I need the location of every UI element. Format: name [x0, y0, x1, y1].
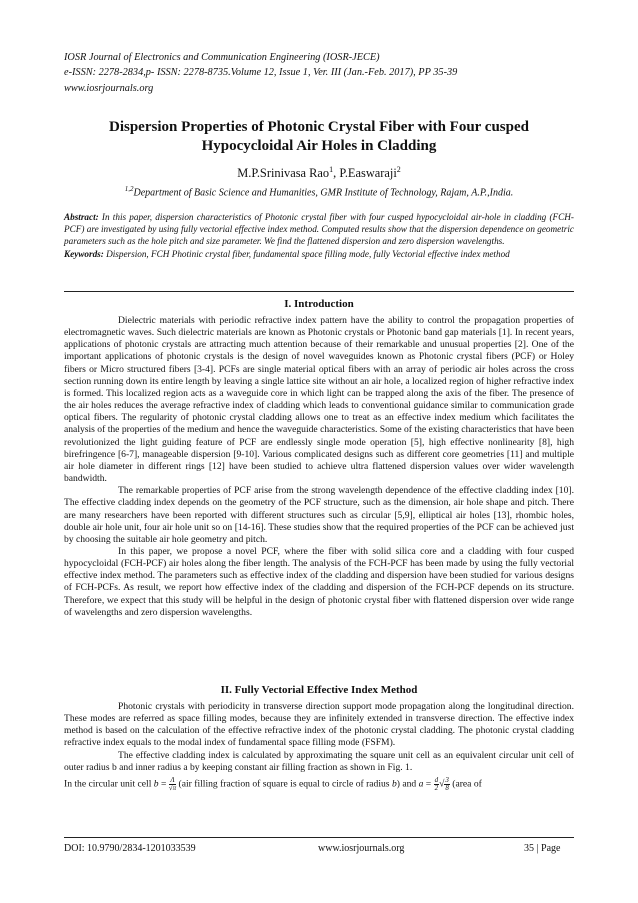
author-separator: ,: [333, 166, 340, 181]
abstract-divider: [64, 291, 574, 292]
keywords-label: Keywords:: [64, 248, 104, 259]
footer-page-number: 35 | Page: [524, 843, 561, 854]
eq-var-b: b: [391, 778, 397, 790]
abstract-text: In this paper, dispersion characteristics of Photonic crystal fiber with four cusped hypocycloidal air-hole in cladding (FCH-PCF) are investigated by using fully vectorial effective index method. Computed results show that the dispersion dependence on geometric parameters such as the hole pitch and size parameter. We find the flattened dispersion and zero dispersion wavelengths.: [64, 212, 574, 247]
eq-equals: =: [158, 778, 169, 790]
fraction-numerator: Λ: [170, 775, 175, 784]
section-2-heading: II. Fully Vectorial Effective Index Method: [220, 684, 418, 696]
footer-doi: DOI: 10.9790/2834-1201033539: [64, 843, 196, 854]
paper-title: Dispersion Properties of Photonic Crystal Fiber with Four cusped Hypocycloidal Air Holes in Cladding: [109, 119, 529, 154]
eq-text: ) and: [396, 778, 419, 790]
eq-text: In the circular unit cell: [64, 778, 154, 790]
fraction-denominator: 8: [445, 783, 449, 792]
fraction-numerator: 3: [445, 775, 449, 784]
journal-name: IOSR Journal of Electronics and Communication Engineering (IOSR-JECE): [64, 52, 380, 63]
author-2: P.Easwaraji: [339, 166, 397, 181]
author-1-sup: 1: [329, 165, 334, 174]
journal-issn: e-ISSN: 2278-2834,p- ISSN: 2278-8735.Volume 12, Issue 1, Ver. III (Jan.-Feb. 2017), PP 35-39: [64, 67, 458, 79]
abstract: [64, 211, 574, 248]
fraction-denominator: √π: [168, 783, 177, 792]
paragraph: The effective cladding index is calculated by approximating the square unit cell as an equivalent circular unit cell of outer radius b and inner radius a by keeping constant air filling fraction as shown in Fig. 1.: [64, 749, 574, 773]
paragraph: Dielectric materials with periodic refractive index pattern have the ability to control the propagation properties of electromagnetic waves. Such dielectric materials are known as Photonic crystals or Photonic band gap materials [1]. In recent years, applications of photonic crystals are attracting much attention because of their remarkable and unusual properties [2]. One of the important applications of photonic crystals is the design of novel waveguides known as Photonic crystal fibers (PCF) or Holey fibers or Micro structured fibers [3-4]. PCFs are single material optical fibers with an array of periodic air holes across the cross section running down its entire length by leaving a single lattice site without an air hole, a localized region of higher refractive index is formed. This localized region acts as a waveguide core in which light can be trapped along the axis of the fiber. The presence of the air holes reduces the average refractive index of cladding which leads to conventional guidance similar to communication grade optical fibers. The regularity of photonic crystal cladding allows one to treat as an effective index medium which facilitates the analysis of the properties of the medium and hence the waveguide characteristics. Some of the existing characteristics that have been revolutionized the light guiding feature of PCF are endlessly single mode operation [5], high effective nonlinearity [8], high birefringence [6-7], manageable dispersion [9-10]. Various complicated designs such as different core geometries [11] and multiple air hole diameter in different rings [12] have been studied to achieve ultra flattened dispersion values over wider wavelength bandwidth.: [64, 315, 574, 485]
journal-url: www.iosrjournals.org: [64, 82, 154, 94]
affiliation-text: Department of Basic Science and Humanities, GMR Institute of Technology, Rajam, A.P.,India.: [133, 187, 514, 199]
paragraph: In this paper, we propose a novel PCF, where the fiber with solid silica core and a cladding with four cusped hypocycloidal (FCH-PCF) air holes along the fiber length. The analysis of the FCH-PCF has been made by using the fully vectorial effective index method. The parameters such as effective index of the cladding and dispersion have been studied for various designs of FCH-PCFs. As result, we report how effective index of the cladding and dispersion of the FCH-PCF depends on its structure. Therefore, we expect that this study will be helpful in the design of photonic crystal fiber with flattened dispersion over wide range of wavelengths and zero dispersion wavelengths.: [64, 545, 574, 618]
author-2-sup: 2: [396, 165, 401, 174]
affiliation: [64, 185, 574, 198]
fraction-numerator: d: [434, 775, 439, 784]
eq-text: (air filling fraction of square is equal to circle of radius: [176, 778, 392, 790]
eq-text: (area of: [449, 778, 482, 790]
keywords-text: Dispersion, FCH Photinic crystal fiber, fundamental space filling mode, fully Vectorial effective index method: [103, 248, 510, 259]
eq-var-b: b: [153, 778, 159, 790]
equation-line: [64, 777, 574, 792]
abstract-label: Abstract:: [64, 212, 99, 222]
eq-var-a: a: [418, 778, 424, 790]
journal-header: [64, 50, 584, 96]
section-1-body: [64, 315, 574, 619]
paragraph: The remarkable properties of PCF arise from the strong wavelength dependence of the effective cladding index [10]. The effective cladding index depends on the geometry of the PCF structure, such as the dimension, air hole shape and pitch. There are many researchers have been reported with different structures such as circular [5,9], elliptical air holes [13], rhombic holes, double air hole unit, four air hole unit so on [14-16]. These studies show that the required properties of the PCF can be achieved just by choosing the suitable air hole geometry and pitch.: [64, 485, 574, 545]
fraction-denominator: 2: [434, 783, 439, 792]
eq-equals: =: [423, 778, 434, 790]
footer-site: www.iosrjournals.org: [318, 843, 405, 854]
section-1-heading: I. Introduction: [284, 298, 354, 310]
author-line: [64, 165, 574, 181]
abstract-block: [64, 211, 574, 260]
section-2-body: [64, 701, 574, 792]
author-1: M.P.Srinivasa Rao: [237, 166, 330, 181]
affiliation-sup: 1,2: [124, 185, 134, 193]
keywords: [64, 248, 574, 260]
footer-divider: [64, 837, 574, 838]
paragraph: Photonic crystals with periodicity in transverse direction support mode propagation along the longitudinal direction. These modes are referred as space filling modes, because they are infinitely extended in transverse direction. The effective index method is based on the calculation of the effective refractive index of the photonic crystal cladding. The photonic crystal cladding refractive index equals to the modal index of fundamental space filling mode (FSFM).: [64, 701, 574, 749]
sqrt-symbol: √: [439, 778, 445, 790]
